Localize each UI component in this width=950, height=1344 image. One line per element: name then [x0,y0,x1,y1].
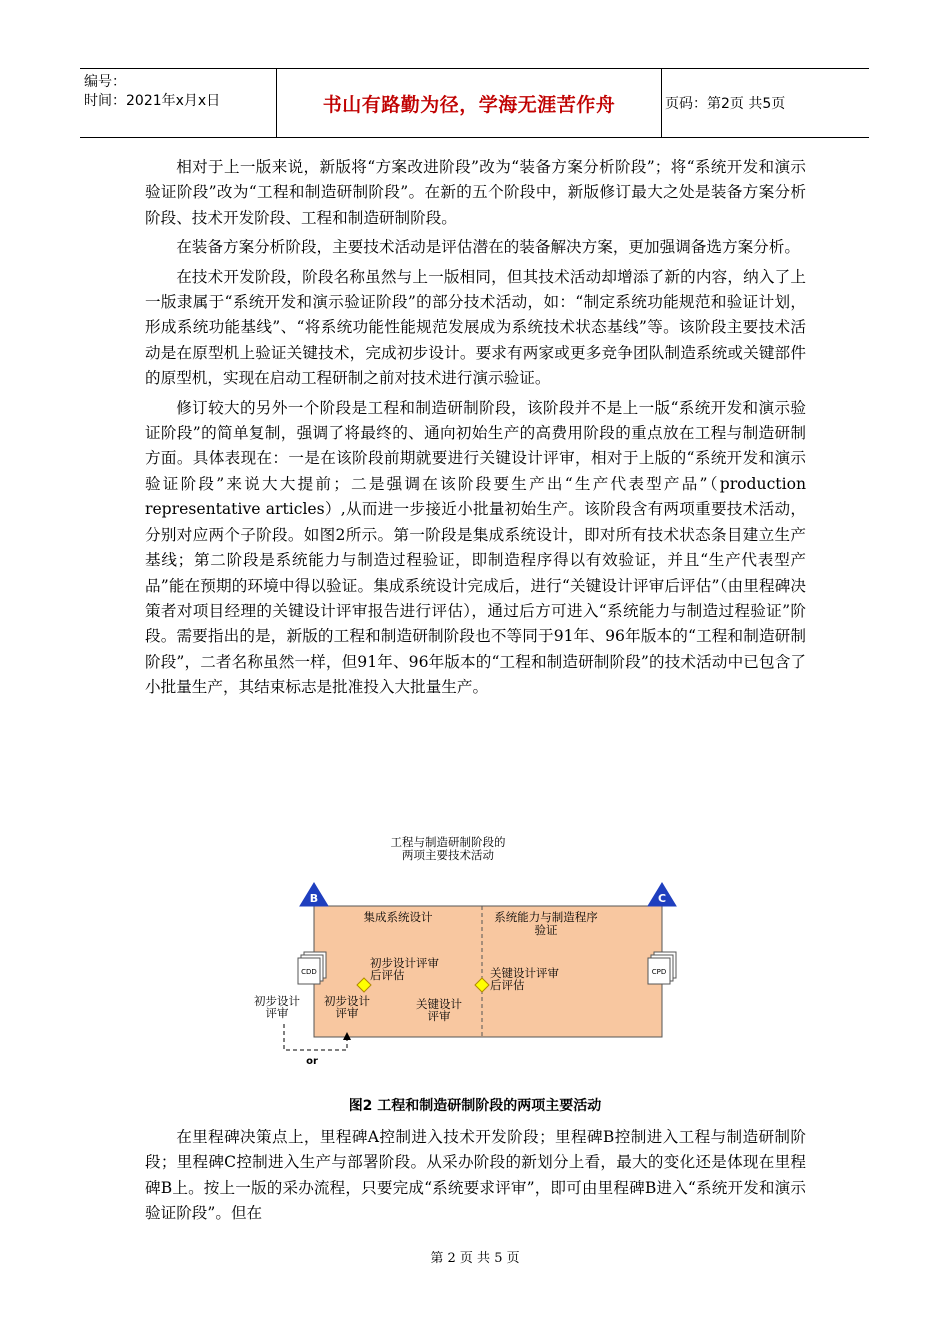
post-cdr-label-line2: 后评估 [490,978,525,992]
paragraph: 修订较大的另外一个阶段是工程和制造研制阶段，该阶段并不是上一版“系统开发和演示验证阶段”的简单复制，强调了将最终的、通向初始生产的高费用阶段的重点放在工程与制造研制方面。具体表现在：一是在该阶段前期就要进行关键设计评审，相对于上版的“系统开发和演示验证阶段”来说大大提前；二是强调在该阶段要生产出“生产代表型产品”（production representative articles）,从而进一步接近小批量初始生产。该阶段含有两项重要技术活动，分别对应两个子阶段。如图2所示。第一阶段是集成系统设计，即对所有技术状态条目建立生产基线；第二阶段是系统能力与制造过程验证，即制造程序得以有效验证，并且“生产代表型产品”能在预期的环境中得以验证。集成系统设计完成后，进行“关键设计评审后评估”（由里程碑决策者对项目经理的关键设计评审报告进行评估），通过后方可进入“系统能力与制造过程验证”阶段。需要指出的是，新版的工程和制造研制阶段也不等同于91年、96年版本的“工程和制造研制阶段”，二者名称虽然一样，但91年、96年版本的“工程和制造研制阶段”的技术活动中已包含了小批量生产，其结束标志是批准投入大批量生产。 [145,398,806,697]
date-line: 时间：2021年x月x日 [84,93,221,109]
pdr-inside-label-line1: 初步设计 [324,994,370,1008]
cdr-label-line1: 关键设计 [416,997,462,1011]
cpd-label: CPD [651,968,667,976]
page-header [80,68,869,138]
right-section-title-line1: 系统能力与制造程序 [494,910,598,924]
or-label: or [306,1056,318,1067]
pdr-outside-label-line1: 初步设计 [254,994,300,1008]
figure-title-line1: 工程与制造研制阶段的 [390,835,506,849]
milestone-b-label: B [309,892,319,905]
body-text [145,155,806,705]
header-motto: 书山有路勤为径，学海无涯苦作舟 [277,69,662,137]
cdr-label-line2: 评审 [427,1009,451,1023]
figure-caption: 图2 工程和制造研制阶段的两项主要活动 [348,1098,602,1114]
paragraph: 在技术开发阶段，阶段名称虽然与上一版相同，但其技术活动却增添了新的内容，纳入了上一版隶属于“系统开发和演示验证阶段”的部分技术活动，如：“制定系统功能规范和验证计划，形成系统功能基线”、“将系统功能性能规范发展成为系统技术状态基线”等。该阶段主要技术活动是在原型机上验证关键技术，完成初步设计。要求有两家或更多竞争团队制造系统或关键部件的原型机，实现在启动工程研制之前对技术进行演示验证。 [145,267,806,388]
post-pdr-label-line1: 初步设计评审 [370,956,439,970]
pdr-inside-label-line2: 评审 [335,1006,359,1020]
post-cdr-label-line1: 关键设计评审 [490,966,559,980]
cdd-document-icon [298,952,326,984]
paragraph: 在装备方案分析阶段，主要技术活动是评估潜在的装备解决方案，更加强调备选方案分析。 [176,238,800,257]
figure-2 [230,828,700,1074]
milestone-c-label: C [657,892,667,905]
header-meta [80,69,277,137]
paragraph: 在里程碑决策点上，里程碑A控制进入技术开发阶段；里程碑B控制进入工程与制造研制阶段；里程碑C控制进入生产与部署阶段。从采办阶段的新划分上看，最大的变化还是体现在里程碑B上。按上一版的采办流程，只要完成“系统要求评审”，即可由里程碑B进入“系统开发和演示验证阶段”。但在 [145,1128,806,1223]
left-section-title: 集成系统设计 [363,910,433,924]
right-section-title-line2: 验证 [534,923,558,937]
cpd-document-icon [648,952,676,984]
cdd-label: CDD [301,968,317,976]
figure-title-line2: 两项主要技术活动 [402,848,494,862]
phase-box [314,906,662,1037]
figure-diagram [230,828,700,1074]
paragraph: 相对于上一版来说，新版将“方案改进阶段”改为“装备方案分析阶段”；将“系统开发和演示验证阶段”改为“工程和制造研制阶段”。在新的五个阶段中，新版修订最大之处是装备方案分析阶段、技术开发阶段、工程和制造研制阶段。 [145,158,806,227]
header-page-info: 页码：第2页 共5页 [665,96,786,112]
body-text-continued [145,1125,806,1227]
page-footer: 第 2 页 共 5 页 [430,1251,520,1266]
number-label: 编号： [84,74,126,90]
pdr-outside-label-line2: 评审 [265,1006,289,1020]
post-pdr-label-line2: 后评估 [370,968,405,982]
